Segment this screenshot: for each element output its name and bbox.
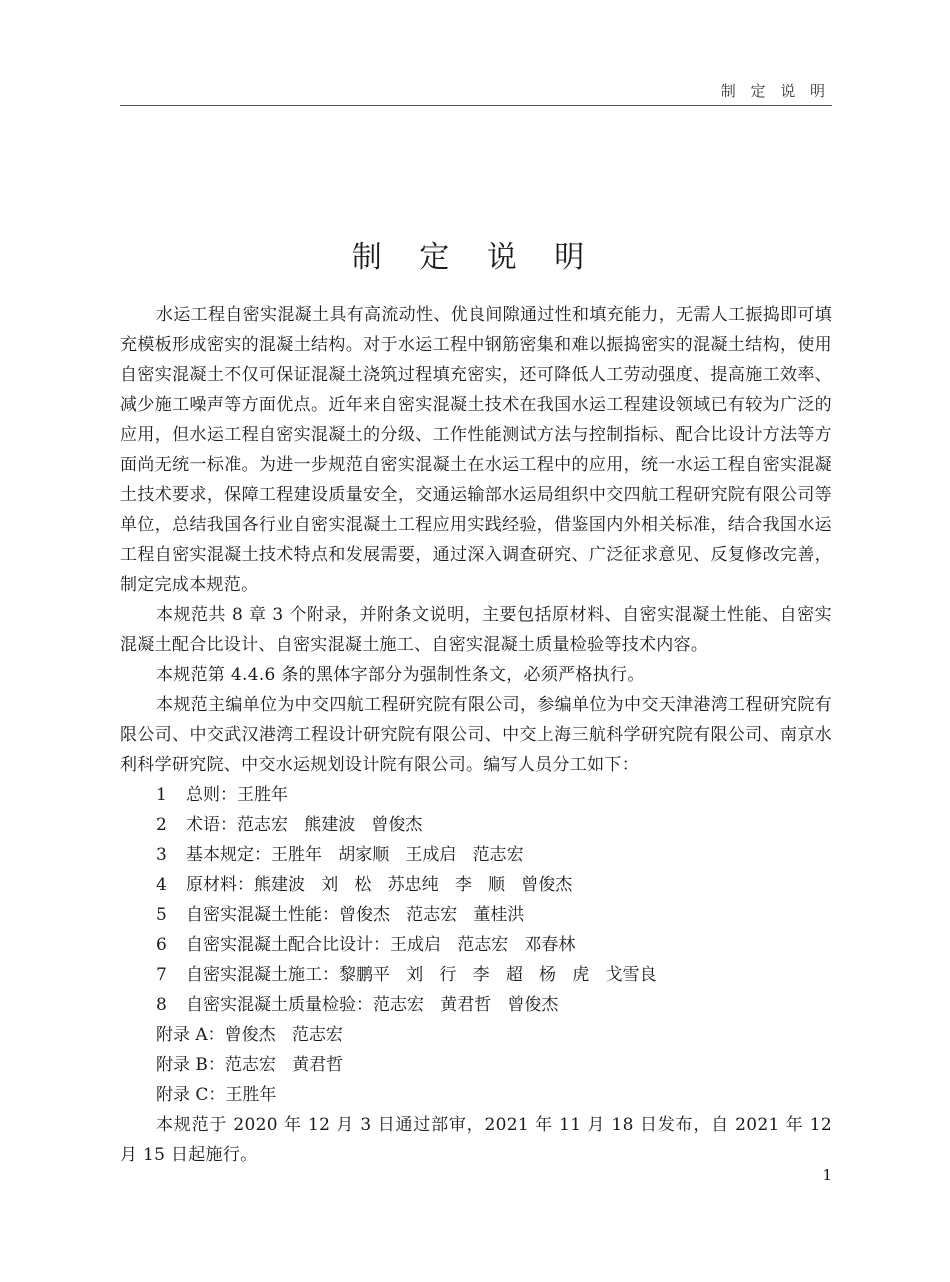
effective-date-paragraph: 本规范于 2020 年 12 月 3 日通过部审，2021 年 11 月 18 日发布，自 2021 年 12 月 15 日起施行。 — [120, 1115, 832, 1165]
page-title: 制 定 说 明 — [351, 240, 599, 275]
list-item — [120, 900, 832, 930]
list-item-number: 6 — [156, 935, 167, 955]
list-item-number: 7 — [156, 965, 167, 985]
list-item — [120, 840, 832, 870]
list-item — [120, 990, 832, 1020]
appendix-item-text: 附录 B：范志宏 黄君哲 — [156, 1055, 344, 1075]
list-item-text: 自密实混凝土质量检验：范志宏 黄君哲 曾俊杰 — [186, 995, 559, 1015]
intro-paragraph: 水运工程自密实混凝土具有高流动性、优良间隙通过性和填充能力，无需人工振捣即可填充模板形成密实的混凝土结构。对于水运工程中钢筋密集和难以振捣密实的混凝土结构，使用自密实混凝土不仅可保证混凝土浇筑过程填充密实，还可降低人工劳动强度、提高施工效率、减少施工噪声等方面优点。近年来自密实混凝土技术在我国水运工程建设领域已有较为广泛的应用，但水运工程自密实混凝土的分级、工作性能测试方法与控制指标、配合比设计方法等方面尚无统一标准。为进一步规范自密实混凝土在水运工程中的应用，统一水运工程自密实混凝土技术要求，保障工程建设质量安全，交通运输部水运局组织中交四航工程研究院有限公司等单位，总结我国各行业自密实混凝土工程应用实践经验，借鉴国内外相关标准，结合我国水运工程自密实混凝土技术特点和发展需要，通过深入调查研究、广泛征求意见、反复修改完善，制定完成本规范。 — [120, 305, 832, 595]
header-rule — [120, 105, 832, 106]
list-item-text: 自密实混凝土性能：曾俊杰 范志宏 董桂洪 — [186, 905, 525, 925]
list-item-number: 2 — [156, 815, 167, 835]
structure-paragraph: 本规范共 8 章 3 个附录，并附条文说明，主要包括原材料、自密实混凝土性能、自密实混凝土配合比设计、自密实混凝土施工、自密实混凝土质量检验等技术内容。 — [120, 605, 832, 655]
list-item-text: 总则：王胜年 — [186, 785, 288, 805]
appendix-item-text: 附录 A：曾俊杰 范志宏 — [156, 1025, 343, 1045]
page-number: 1 — [822, 1166, 832, 1184]
list-item — [120, 960, 832, 990]
appendix-item — [120, 1020, 832, 1050]
list-item-number: 5 — [156, 905, 167, 925]
list-item-number: 4 — [156, 875, 167, 895]
list-item-number: 3 — [156, 845, 167, 865]
appendix-list — [120, 1020, 832, 1110]
appendix-item-text: 附录 C：王胜年 — [156, 1085, 277, 1105]
author-list — [120, 780, 832, 1020]
running-header: 制 定 说 明 — [720, 82, 830, 100]
units-paragraph: 本规范主编单位为中交四航工程研究院有限公司，参编单位为中交天津港湾工程研究院有限公司、中交武汉港湾工程设计研究院有限公司、中交上海三航科学研究院有限公司、南京水利科学研究院、中交水运规划设计院有限公司。编写人员分工如下： — [120, 695, 832, 775]
list-item-number: 1 — [156, 785, 167, 805]
document-body — [120, 300, 832, 1170]
list-item-text: 自密实混凝土施工：黎鹏平 刘 行 李 超 杨 虎 戈雪良 — [186, 965, 657, 985]
list-item — [120, 930, 832, 960]
list-item — [120, 870, 832, 900]
list-item-text: 术语：范志宏 熊建波 曾俊杰 — [186, 815, 423, 835]
list-item — [120, 810, 832, 840]
list-item-number: 8 — [156, 995, 167, 1015]
mandatory-paragraph: 本规范第 4.4.6 条的黑体字部分为强制性条文，必须严格执行。 — [156, 665, 645, 685]
list-item-text: 基本规定：王胜年 胡家顺 王成启 范志宏 — [186, 845, 524, 865]
list-item-text: 自密实混凝土配合比设计：王成启 范志宏 邓春林 — [186, 935, 576, 955]
appendix-item — [120, 1080, 832, 1110]
list-item-text: 原材料：熊建波 刘 松 苏忠纯 李 顺 曾俊杰 — [186, 875, 573, 895]
list-item — [120, 780, 832, 810]
appendix-item — [120, 1050, 832, 1080]
